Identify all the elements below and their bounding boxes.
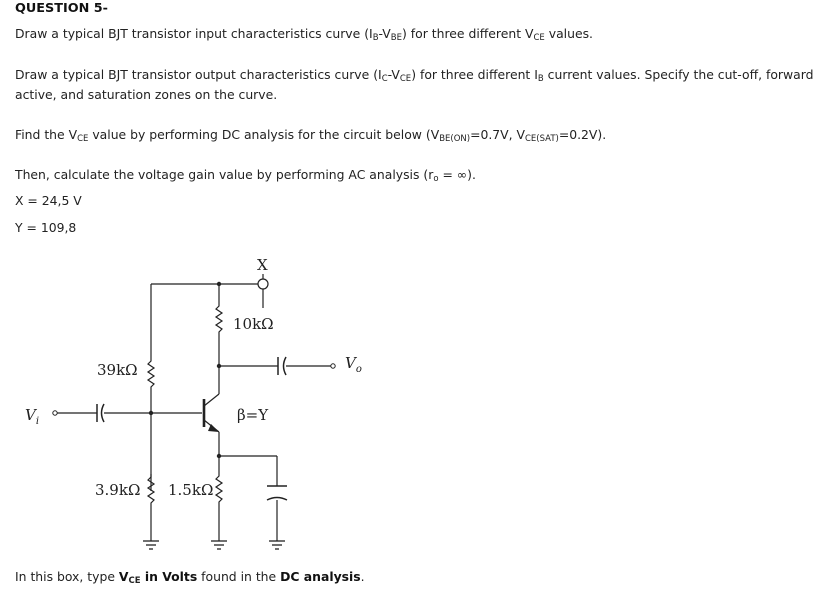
instruction-output-curve-line2: active, and saturation zones on the curve.	[15, 87, 278, 102]
instruction-output-curve: Draw a typical BJT transistor output characteristics curve $(I_C-V_{CE})$ for three different $I_B$ current values. Specify the cut-off, forward	[15, 67, 814, 84]
question-title: QUESTION 5-	[15, 1, 108, 16]
vo-label: $V_o$	[345, 354, 362, 375]
instruction-ac-analysis: Then, calculate the voltage gain value by performing AC analysis ($r_o$ = ∞).	[15, 167, 476, 184]
circuit-diagram	[15, 244, 374, 559]
answer-instruction: In this box, type $V_{CE}$ in Volts found in the DC analysis.	[15, 569, 365, 586]
rc-label: 10kΩ	[233, 315, 274, 333]
vi-label: $V_i$	[25, 406, 40, 427]
instruction-input-curve: Draw a typical BJT transistor input characteristics curve $(I_B-V_{BE})$ for three different $V_{CE}$ values.	[15, 26, 593, 43]
instruction-dc-analysis: Find the $V_{CE}$ value by performing DC analysis for the circuit below ($V_{BE(ON)}=0.7V$, $V_{CE(SAT)}=0.2V$).	[15, 127, 607, 144]
x-terminal-label: X	[257, 256, 268, 274]
y-value-line: Y = 109,8	[15, 220, 77, 235]
r2-label: 3.9kΩ	[95, 481, 141, 499]
x-value-line: X = 24,5 V	[15, 193, 82, 208]
re-label: 1.5kΩ	[168, 481, 214, 499]
r1-label: 39kΩ	[97, 361, 138, 379]
beta-label: β=Y	[237, 406, 269, 424]
